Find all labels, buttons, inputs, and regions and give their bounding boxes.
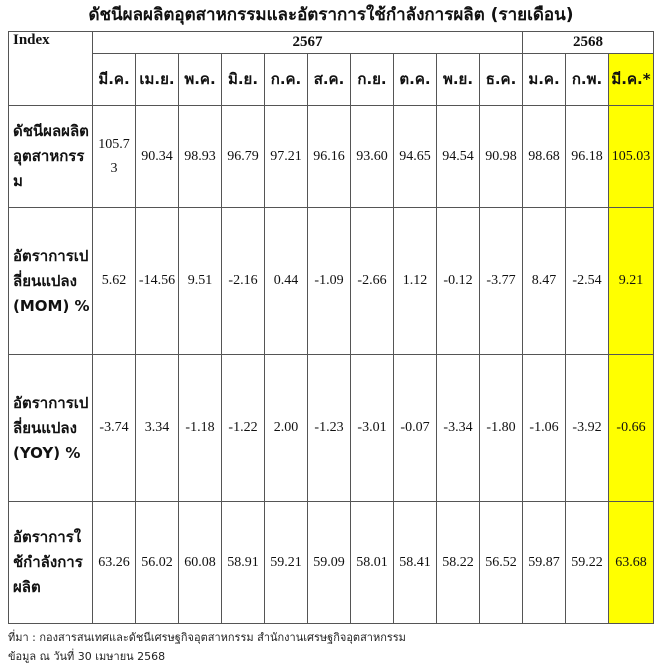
table-cell: 58.91 [222,502,265,624]
table-cell: 60.08 [179,502,222,624]
month-header-row [9,54,654,106]
table-cell: 96.18 [566,106,609,208]
row-label: อัตราการเปลี่ยนแปลง (MOM) % [9,208,93,355]
data-as-of-note: ข้อมูล ณ วันที่ 30 เมษายน 2568 [8,650,166,663]
table-cell: 97.21 [265,106,308,208]
table-cell: 59.21 [265,502,308,624]
year-header-2567: 2567 [93,32,523,54]
table-cell: -0.07 [394,355,437,502]
month-header-highlighted: มี.ค.* [609,54,654,106]
table-cell: -1.09 [308,208,351,355]
table-cell-highlighted: 63.68 [609,502,654,624]
month-header: ส.ค. [308,54,351,106]
table-row [9,208,654,355]
month-header: ม.ค. [523,54,566,106]
table-cell: -3.77 [480,208,523,355]
table-cell: 96.79 [222,106,265,208]
table-cell: 105.73 [93,106,136,208]
table-cell-highlighted: -0.66 [609,355,654,502]
table-cell: 8.47 [523,208,566,355]
table-cell: 56.02 [136,502,179,624]
table-cell: -1.22 [222,355,265,502]
month-header: เม.ย. [136,54,179,106]
table-cell: 90.98 [480,106,523,208]
month-header: มี.ค. [93,54,136,106]
table-cell: 0.44 [265,208,308,355]
table-cell: 58.41 [394,502,437,624]
table-cell: -2.54 [566,208,609,355]
table-cell: -3.92 [566,355,609,502]
table-cell: 63.26 [93,502,136,624]
table-cell: 98.93 [179,106,222,208]
month-header: ก.พ. [566,54,609,106]
row-label: อัตราการใช้กำลังการผลิต [9,502,93,624]
table-cell: 1.12 [394,208,437,355]
month-header: ก.ย. [351,54,394,106]
table-cell: 58.01 [351,502,394,624]
month-header: ธ.ค. [480,54,523,106]
table-cell: 56.52 [480,502,523,624]
table-cell: 9.51 [179,208,222,355]
table-cell: 94.54 [437,106,480,208]
table-cell: 59.09 [308,502,351,624]
table-cell: -1.06 [523,355,566,502]
month-header: พ.ย. [437,54,480,106]
table-cell: -2.16 [222,208,265,355]
table-cell: 96.16 [308,106,351,208]
table-row [9,355,654,502]
index-header: Index [9,32,93,106]
table-cell: 90.34 [136,106,179,208]
table-cell: -14.56 [136,208,179,355]
table-cell: 58.22 [437,502,480,624]
table-cell: -2.66 [351,208,394,355]
table-title: ดัชนีผลผลิตอุตสาหกรรมและอัตราการใช้กำลังการผลิต (รายเดือน) [88,5,574,25]
table-cell: 93.60 [351,106,394,208]
table-cell: -3.01 [351,355,394,502]
table-row [9,502,654,624]
table-cell: -1.18 [179,355,222,502]
index-table [8,31,654,624]
table-cell: 98.68 [523,106,566,208]
month-header: ต.ค. [394,54,437,106]
row-label: อัตราการเปลี่ยนแปลง (YOY) % [9,355,93,502]
month-header: พ.ค. [179,54,222,106]
table-cell-highlighted: 9.21 [609,208,654,355]
source-note: ที่มา : กองสารสนเทศและดัชนีเศรษฐกิจอุตสาหกรรม สำนักงานเศรษฐกิจอุตสาหกรรม [8,631,406,644]
table-cell: 94.65 [394,106,437,208]
table-cell: -1.80 [480,355,523,502]
table-cell: -0.12 [437,208,480,355]
month-header: มิ.ย. [222,54,265,106]
table-cell: 59.87 [523,502,566,624]
table-cell: 5.62 [93,208,136,355]
table-cell: 59.22 [566,502,609,624]
table-cell-highlighted: 105.03 [609,106,654,208]
month-header: ก.ค. [265,54,308,106]
table-cell: -1.23 [308,355,351,502]
table-cell: 3.34 [136,355,179,502]
table-cell: 2.00 [265,355,308,502]
year-header-2568: 2568 [523,32,654,54]
table-cell: -3.74 [93,355,136,502]
table-row [9,106,654,208]
table-cell: -3.34 [437,355,480,502]
row-label: ดัชนีผลผลิตอุตสาหกรรม [9,106,93,208]
